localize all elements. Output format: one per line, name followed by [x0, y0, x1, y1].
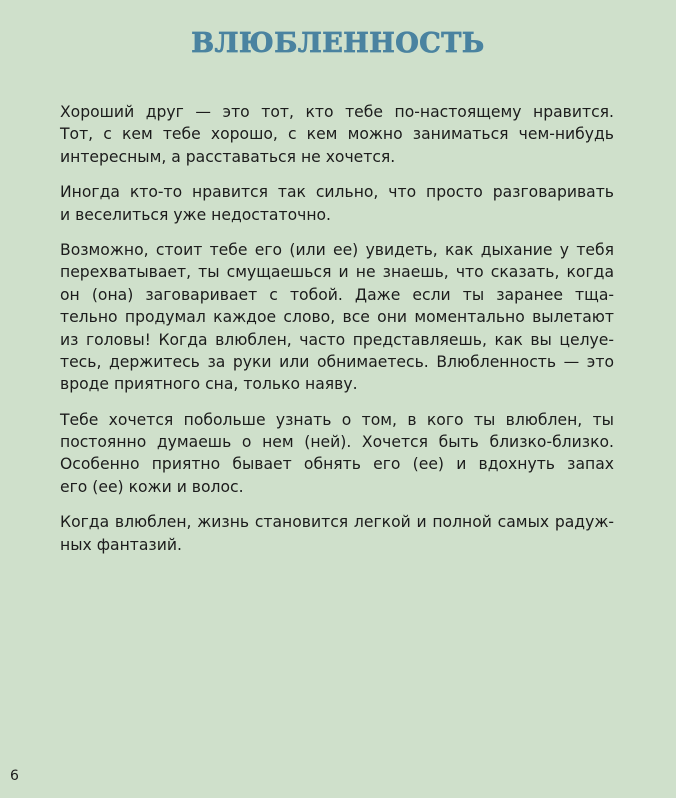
text-line: ных фантазий.: [60, 535, 182, 554]
text-line: тесь, держитесь за руки или обнимаетесь. Влюбленность — это: [60, 352, 614, 371]
text-line: Когда влюблен, жизнь становится легкой и полной самых радуж-: [60, 513, 614, 532]
text-line: перехватывает, ты смущаешься и не знаешь, что сказать, когда: [60, 263, 614, 282]
text-line: тельно продумал каждое слово, все они моментально вылетают: [60, 308, 614, 327]
text-line: интересным, а расставаться не хочется.: [60, 147, 396, 166]
text-line: Тот, с кем тебе хорошо, с кем можно заниматься чем-нибудь: [60, 125, 614, 144]
text-line: постоянно думаешь о нем (ней). Хочется быть близко-близко.: [60, 433, 614, 452]
paragraph: [60, 239, 614, 396]
page-title: ВЛЮБЛЕННОСТЬ: [191, 28, 485, 59]
text-line: и веселиться уже недостаточно.: [60, 205, 332, 224]
text-line: Иногда кто-то нравится так сильно, что просто разговаривать: [60, 183, 614, 202]
paragraph: [60, 409, 614, 499]
text-line: Особенно приятно бывает обнять его (ее) и вдохнуть запах: [60, 455, 614, 474]
paragraph: [60, 511, 614, 556]
text-line: из головы! Когда влюблен, часто представляешь, как вы целуе-: [60, 330, 614, 349]
text-line: его (ее) кожи и волос.: [60, 477, 244, 496]
page-number: 6: [10, 768, 19, 784]
text-line: он (она) заговаривает с тобой. Даже если ты заранее тща-: [60, 285, 614, 304]
paragraph: [60, 181, 614, 226]
body-text: [60, 101, 614, 569]
text-line: вроде приятного сна, только наяву.: [60, 375, 358, 394]
paragraph: [60, 101, 614, 168]
text-line: Возможно, стоит тебе его (или ее) увидеть, как дыхание у тебя: [60, 240, 614, 259]
text-line: Хороший друг — это тот, кто тебе по-настоящему нравится.: [60, 103, 614, 121]
text-line: Тебе хочется побольше узнать о том, в кого ты влюблен, ты: [60, 410, 614, 429]
